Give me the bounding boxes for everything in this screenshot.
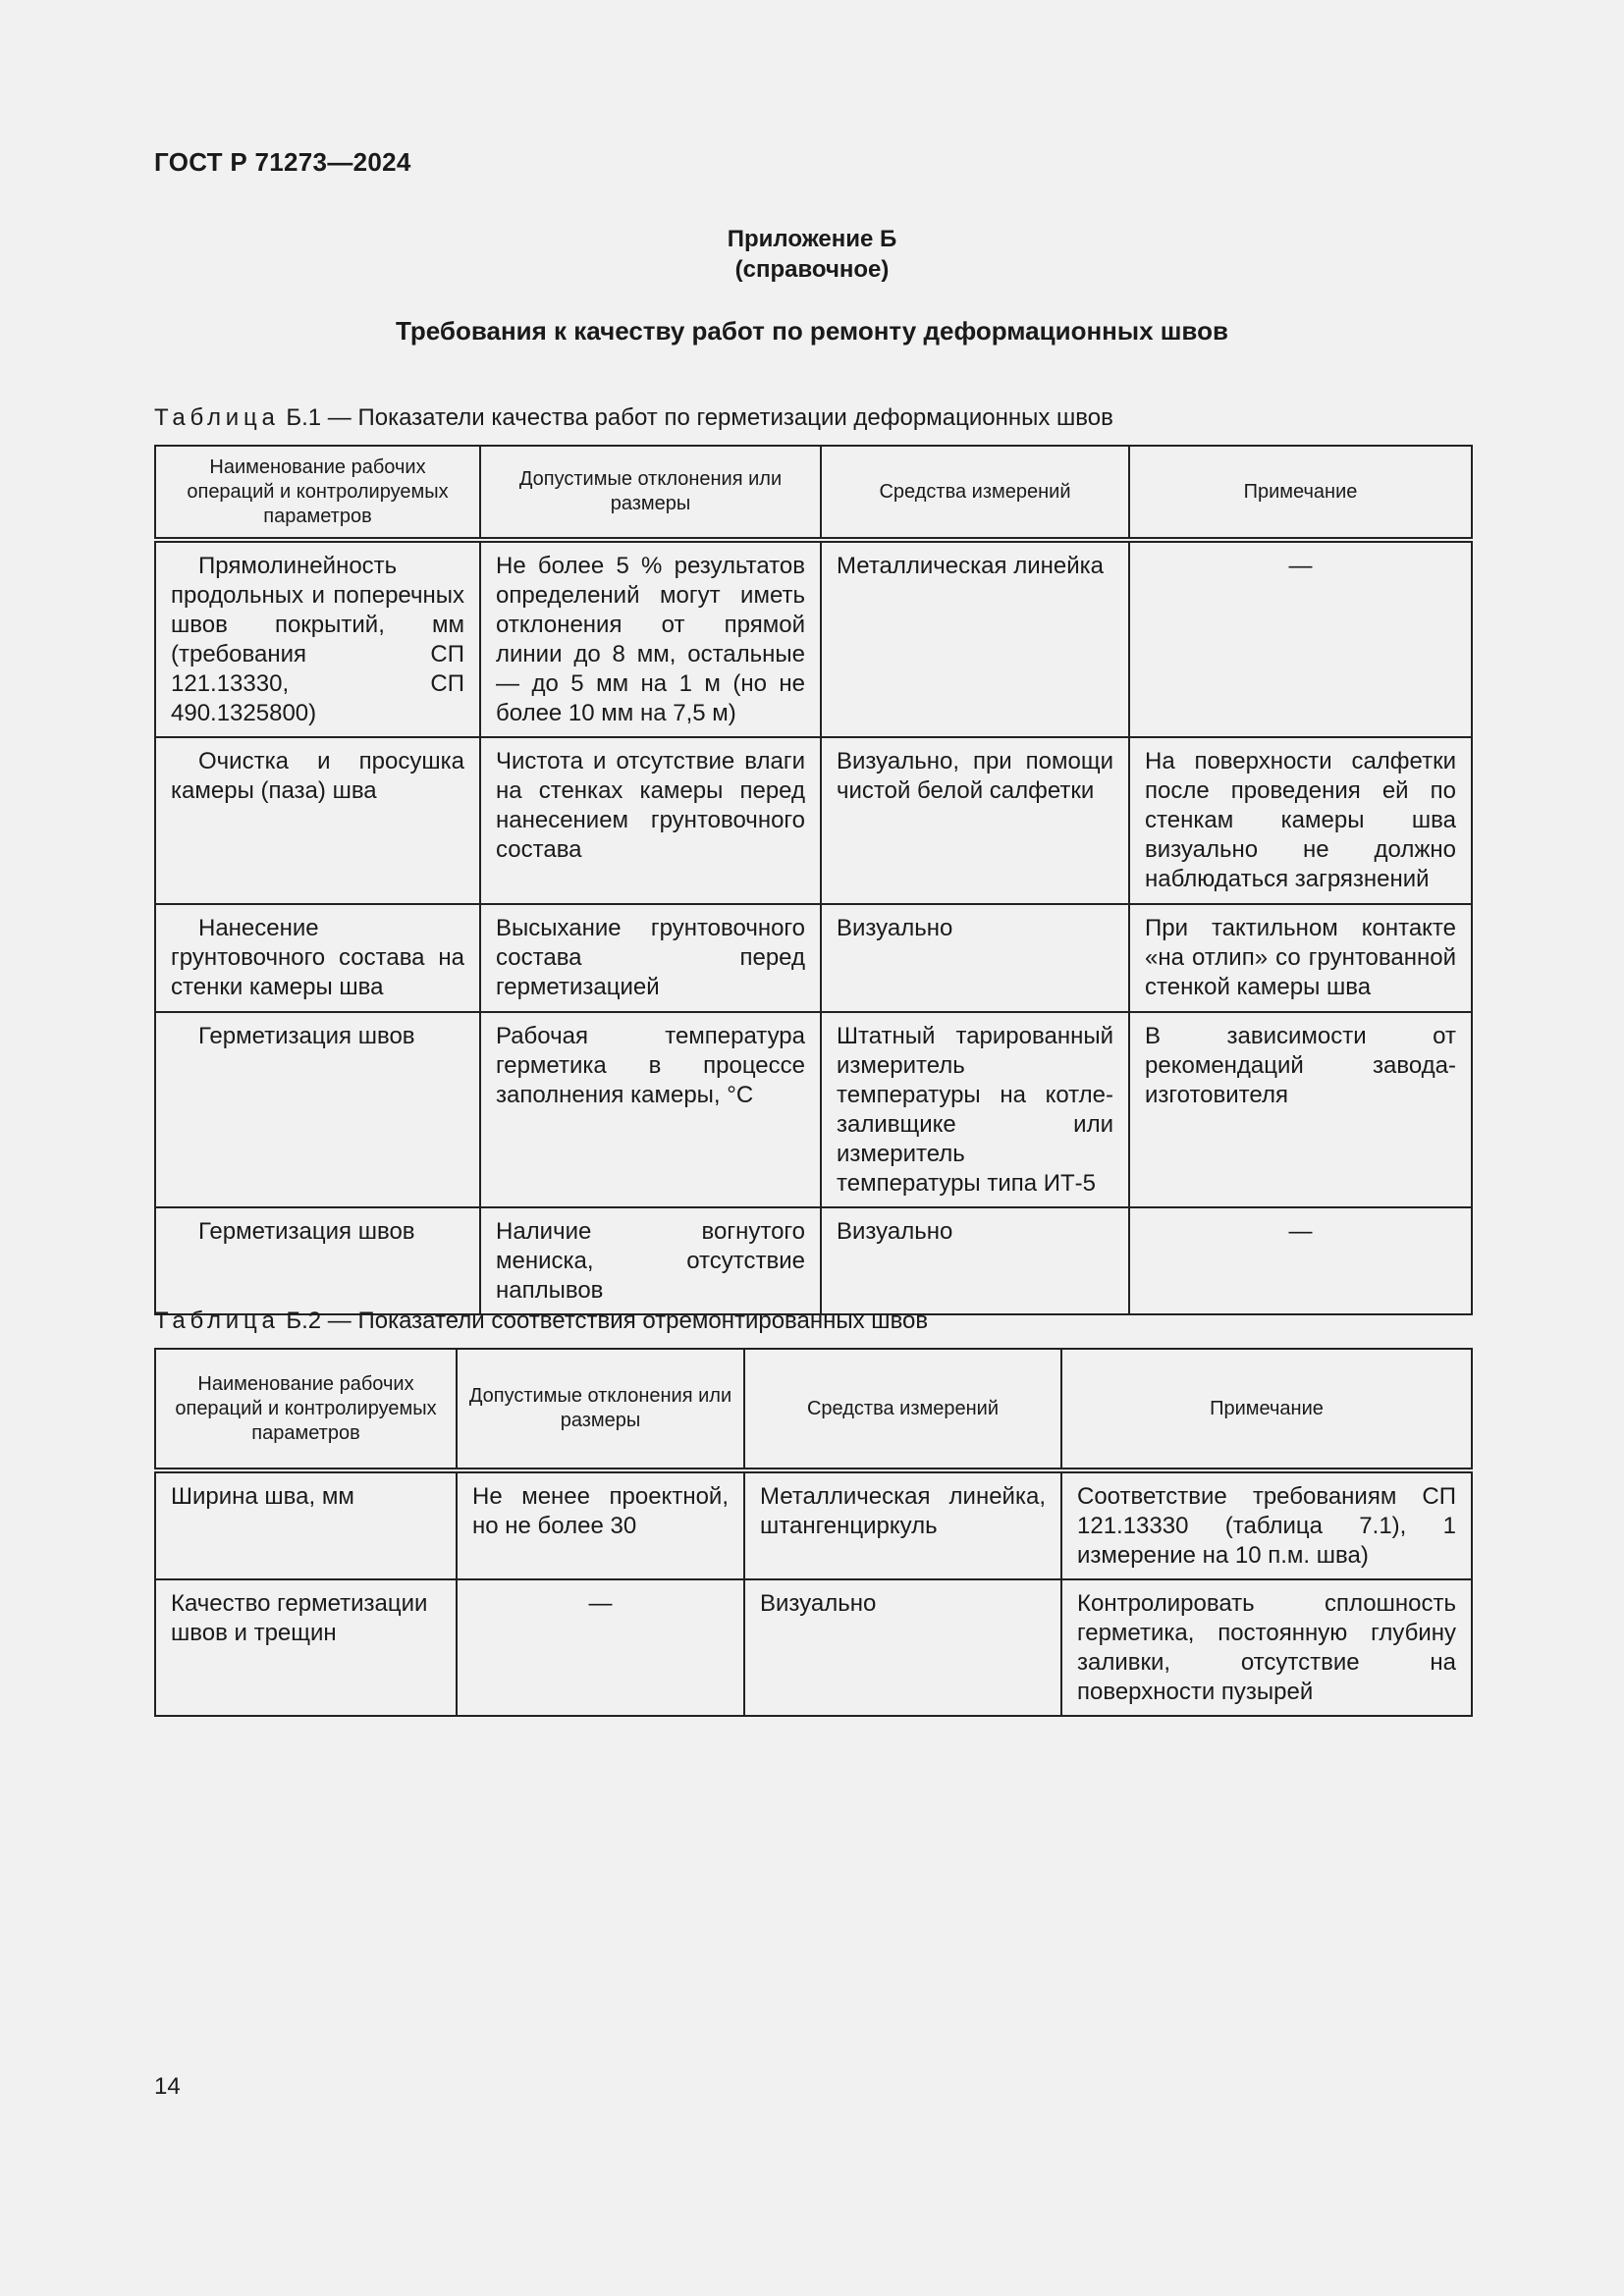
table-row [155, 1012, 1472, 1207]
table-cell: Не менее проектной, но не более 30 [457, 1470, 744, 1579]
table-row [155, 737, 1472, 904]
table-cell: Контролировать сплошность герметика, постоянную глубину заливки, отсутствие на поверхности пузырей [1061, 1579, 1472, 1716]
appendix-subtitle: (справочное) [734, 256, 890, 283]
table2-header-cell: Средства измерений [744, 1349, 1061, 1470]
table2-caption-label: Таблица [154, 1308, 280, 1334]
table-cell: Очистка и просушка камеры (паза) шва [155, 737, 480, 904]
table2-header-cell: Допустимые отклонения или размеры [457, 1349, 744, 1470]
section-title: Требования к качеству работ по ремонту деформационных швов [396, 316, 1228, 346]
table-cell: Прямолинейность продольных и поперечных швов покрытий, мм (требования СП 121.13330, СП 490.1325800) [155, 540, 480, 737]
table1-caption-text: Б.1 — Показатели качества работ по герметизации деформационных швов [286, 404, 1113, 431]
table1-header-cell: Допустимые отклонения или размеры [480, 446, 821, 540]
table2-header-row [155, 1349, 1472, 1470]
table-row [155, 1470, 1472, 1579]
table1-caption [154, 404, 1113, 432]
table-cell: Нанесение грунтовочного состава на стенки камеры шва [155, 904, 480, 1012]
table-cell: Герметизация швов [155, 1207, 480, 1314]
appendix-heading [0, 224, 1624, 285]
table-cell: Визуально [821, 1207, 1129, 1314]
table2-caption-text: Б.2 — Показатели соответствия отремонтированных швов [286, 1308, 929, 1334]
page-number: 14 [154, 2073, 181, 2100]
table-cell: Чистота и отсутствие влаги на стенках камеры перед нанесением грунтовочного состава [480, 737, 821, 904]
table1 [154, 445, 1473, 1315]
table-cell: Ширина шва, мм [155, 1470, 457, 1579]
table2 [154, 1348, 1473, 1717]
table-cell: — [457, 1579, 744, 1716]
table-cell: На поверхности салфетки после проведения ей по стенкам камеры шва визуально не должно наблюдаться загрязнений [1129, 737, 1472, 904]
table-cell: Визуально [821, 904, 1129, 1012]
table-cell: Наличие вогнутого мениска, отсутствие наплывов [480, 1207, 821, 1314]
table-row [155, 904, 1472, 1012]
table-cell: Не более 5 % результатов определений могут иметь отклонения от прямой линии до 8 мм, остальные — до 5 мм на 1 м (но не более 10 мм на 7,5 м) [480, 540, 821, 737]
table1-caption-label: Таблица [154, 404, 280, 431]
table-cell: — [1129, 540, 1472, 737]
table-cell: Штатный тарированный измеритель температуры на котле-заливщике или измеритель температуры типа ИТ-5 [821, 1012, 1129, 1207]
table-row [155, 1207, 1472, 1314]
table-cell: При тактильном контакте «на отлип» со грунтованной стенкой камеры шва [1129, 904, 1472, 1012]
table1-header-cell: Примечание [1129, 446, 1472, 540]
table1-header-cell: Наименование рабочих операций и контролируемых параметров [155, 446, 480, 540]
table-cell: Визуально, при помощи чистой белой салфетки [821, 737, 1129, 904]
table1-header-cell: Средства измерений [821, 446, 1129, 540]
table-cell: Металлическая линейка [821, 540, 1129, 737]
table1-header-row [155, 446, 1472, 540]
table2-caption [154, 1308, 928, 1335]
table-cell: Соответствие требованиям СП 121.13330 (таблица 7.1), 1 измерение на 10 п.м. шва) [1061, 1470, 1472, 1579]
table2-header-cell: Наименование рабочих операций и контролируемых параметров [155, 1349, 457, 1470]
table-cell: Высыхание грунтовочного состава перед герметизацией [480, 904, 821, 1012]
appendix-title: Приложение Б [727, 226, 897, 252]
table-cell: Визуально [744, 1579, 1061, 1716]
table-cell: В зависимости от рекомендаций завода-изготовителя [1129, 1012, 1472, 1207]
table-cell: Рабочая температура герметика в процессе заполнения камеры, °С [480, 1012, 821, 1207]
document-code: ГОСТ Р 71273—2024 [154, 147, 411, 177]
table-cell: Качество герметизации швов и трещин [155, 1579, 457, 1716]
table-row [155, 1579, 1472, 1716]
table2-header-cell: Примечание [1061, 1349, 1472, 1470]
table-cell: Герметизация швов [155, 1012, 480, 1207]
table-cell: Металлическая линейка, штангенциркуль [744, 1470, 1061, 1579]
table-row [155, 540, 1472, 737]
table-cell: — [1129, 1207, 1472, 1314]
